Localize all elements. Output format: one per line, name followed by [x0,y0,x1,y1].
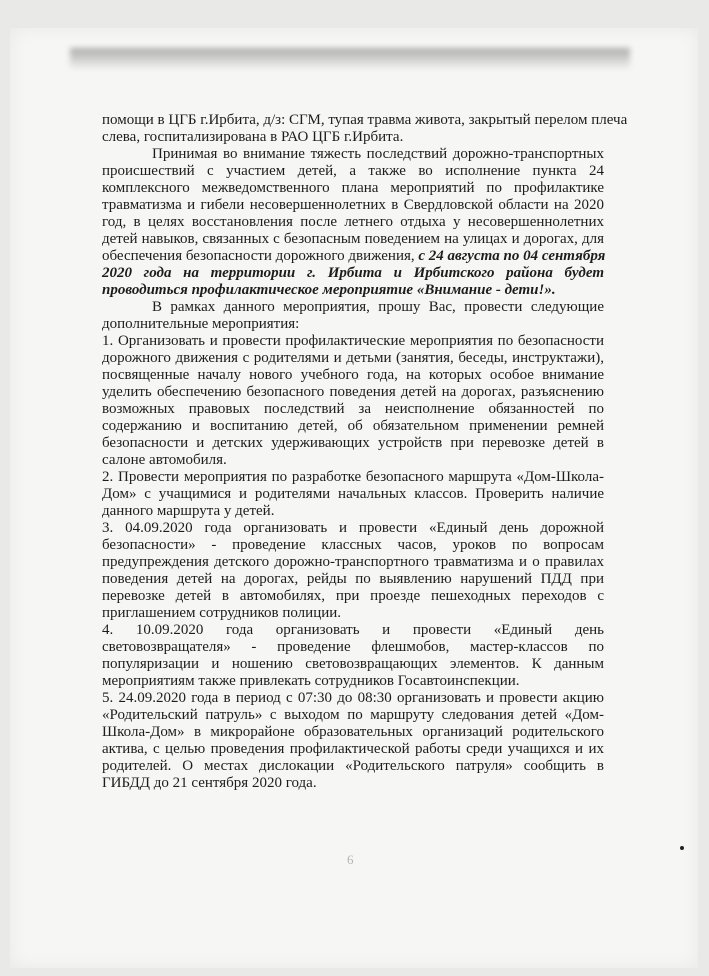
text-line: посвященные началу нового учебного года, на которых особое внимание [102,367,604,383]
text-line: содержанию и воспитанию детей, об обязательном применении ремней [102,418,604,434]
text-line: приглашением сотрудников полиции. [102,605,342,621]
text-line: салоне автомобиля. [102,452,227,468]
text-line: световозвращателя» - проведение флешмобов, мастер-классов по [102,639,604,655]
text-line: Принимая во внимание тяжесть последствий дорожно-транспортных [152,146,604,162]
text-line: безопасности и детских удерживающих устройств при перевозке детей в [102,435,604,451]
text-line: актива, с целью проведения профилактической работы среди учащихся и их [102,741,604,757]
text-line: поведения детей на дорогах, рейды по выявлению нарушений ПДД при [102,571,604,587]
text-line: Дом» с учащимися и родителями начальных классов. Проверить наличие [102,486,604,502]
text-line: данного маршрута у детей. [102,503,275,519]
text-segment: обеспечения безопасности дорожного движения, [102,248,415,264]
text-line: В рамках данного мероприятия, прошу Вас, провести следующие [152,299,604,315]
text-line: происшествий с участием детей, а также во исполнение пункта 24 [102,163,604,179]
text-line: детей навыков, связанных с безопасным поведением на улицах и дорогах, для [102,231,604,247]
text-line: травматизма и гибели несовершеннолетних в Свердловской области на 2020 [102,197,604,213]
text-line: 5. 24.09.2020 года в период с 07:30 до 08:30 организовать и провести акцию [102,690,604,706]
text-line: 1. Организовать и провести профилактические мероприятия по безопасности [102,333,604,349]
scan-shadow [70,48,630,70]
text-line: 4. 10.09.2020 года организовать и провести «Единый день [102,622,604,638]
text-line: комплексного межведомственного плана мероприятий по профилактике [102,180,604,196]
text-line: слева, госпитализирована в РАО ЦГБ г.Ирбита. [102,129,404,145]
highlighted-line: проводиться профилактическое мероприятие «Внимание - дети!». [102,282,556,298]
text-line: уделить обеспечению безопасного поведения детей на дорогах, разъяснению [102,384,604,400]
text-line: 2. Провести мероприятия по разработке безопасного маршрута «Дом-Школа- [102,469,604,485]
text-line: мероприятиям также привлекать сотрудников Госавтоинспекции. [102,673,520,689]
page-number: 6 [347,852,354,867]
text-line: год, в целях восстановления после летнего отдыха у несовершеннолетних [102,214,604,230]
text-line: популяризации и ношению световозвращающих элементов. К данным [102,656,604,672]
text-line: родителей. О местах дислокации «Родительского патруля» сообщить в [102,758,604,774]
highlighted-line: 2020 года на территории г. Ирбита и Ирбитского района будет [102,265,604,281]
text-line: 3. 04.09.2020 года организовать и провести «Единый день дорожной [102,520,604,536]
text-line: помощи в ЦГБ г.Ирбита, д/з: СГМ, тупая травма живота, закрытый перелом плеча [102,112,628,128]
text-line: Школа-Дом» в микрорайоне образовательных организаций родительского [102,724,604,740]
text-line: безопасности» - проведение классных часов, уроков по вопросам [102,537,604,553]
text-line-mixed [102,248,605,265]
text-line: дополнительные мероприятия: [102,316,300,332]
text-line: ГИБДД до 21 сентября 2020 года. [102,775,317,791]
scan-speck [680,846,684,850]
text-line: перевозке детей в автомобилях, при проезде пешеходных переходов с [102,588,604,604]
highlighted-date-range: с 24 августа по 04 сентября [418,248,606,264]
text-line: дорожного движения с родителями и детьми (занятия, беседы, инструктажи), [102,350,604,366]
text-line: возможных правовых последствий за неисполнение обязанностей по [102,401,604,417]
text-line: предупреждения детского дорожно-транспортного травматизма и о правилах [102,554,604,570]
text-line: «Родительский патруль» с выходом по маршруту следования детей «Дом- [102,707,604,723]
